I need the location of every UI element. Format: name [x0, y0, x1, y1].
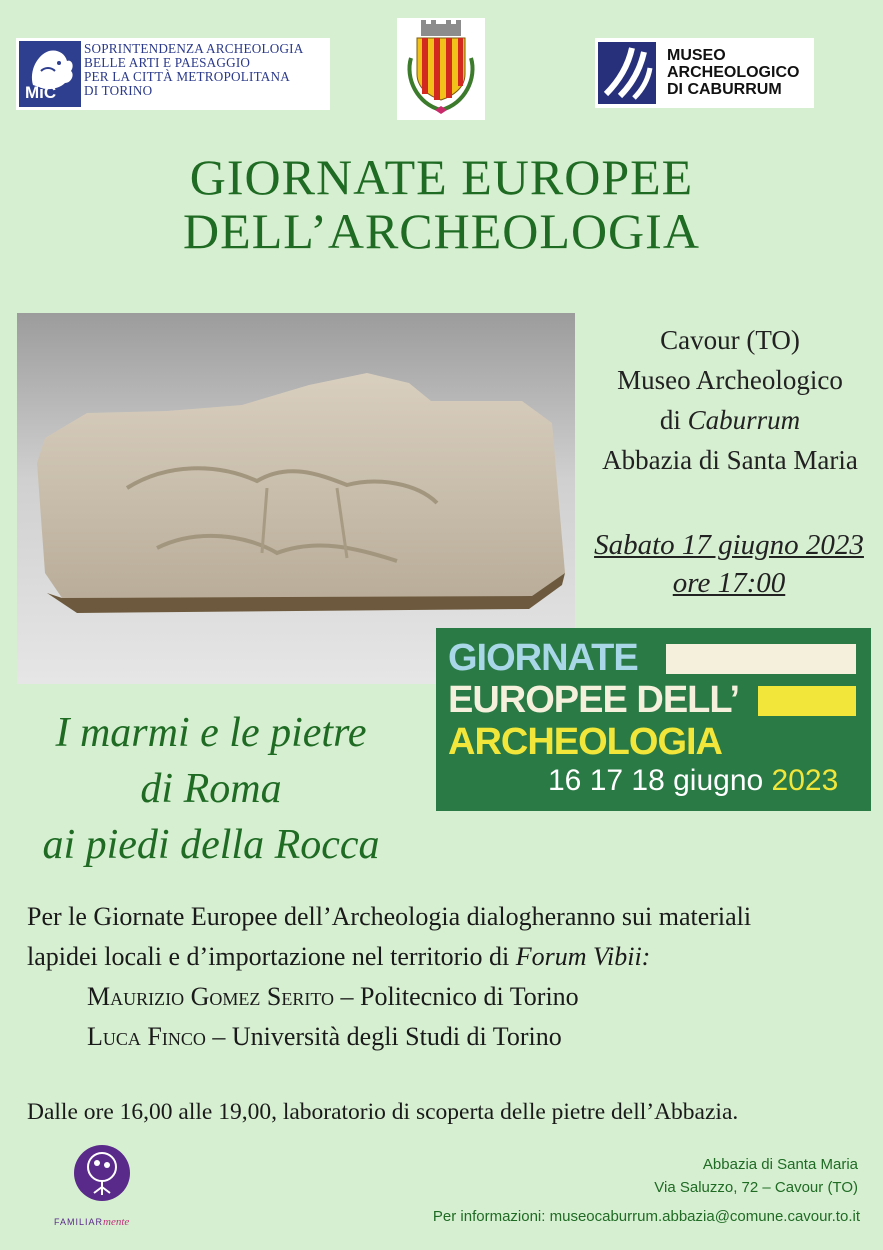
comune-logo	[397, 18, 485, 120]
gea-pictogram-block	[666, 644, 856, 674]
sabap-line: DI TORINO	[84, 83, 153, 98]
speaker-name: Maurizio Gomez Serito	[87, 982, 334, 1011]
gea-year: 2023	[771, 764, 839, 797]
tree-icon	[74, 1145, 130, 1201]
forum-vibii: Forum Vibii:	[515, 942, 651, 971]
museo-emblem-icon	[598, 42, 656, 104]
speaker	[27, 1017, 877, 1057]
gea-pictogram-block	[758, 686, 856, 716]
gea-row-1: GIORNATE	[448, 637, 638, 679]
sabap-name	[84, 42, 304, 98]
description-line-2	[27, 937, 877, 977]
page-title	[0, 150, 883, 258]
museo-line: DI CABURRUM	[667, 81, 782, 98]
venue-museum: Museo Archeologico	[617, 365, 843, 395]
speaker-affiliation: – Università degli Studi di Torino	[212, 1022, 562, 1051]
familiarmente-logo	[52, 1143, 152, 1233]
venue-abbey: Abbazia di Santa Maria	[602, 445, 858, 475]
museo-logo	[595, 38, 814, 108]
gea-days: 16 17 18 giugno	[548, 764, 764, 797]
venue-museum-name	[582, 400, 878, 440]
museo-line: MUSEO	[667, 47, 726, 64]
venue-block	[582, 320, 878, 480]
venue-di: di	[659, 405, 688, 435]
event-time: ore 17:00	[672, 567, 786, 599]
title-line-1: GIORNATE EUROPEE	[189, 149, 694, 205]
address-line-2: Via Saluzzo, 72 – Cavour (TO)	[654, 1179, 858, 1196]
mic-mark: MiC	[25, 83, 57, 102]
description-text: lapidei locali e d’importazione nel territorio di	[27, 942, 516, 971]
mente-word: mente	[103, 1216, 130, 1228]
museo-line: ARCHEOLOGICO	[667, 64, 800, 81]
talk-title	[0, 705, 422, 873]
sabap-line: BELLE ARTI E PAESAGGIO	[84, 55, 251, 70]
sabap-logo	[16, 38, 330, 110]
address	[654, 1153, 858, 1199]
gea-event-banner	[436, 628, 871, 811]
sabap-emblem-icon	[19, 41, 81, 107]
contact-info[interactable]: Per informazioni: museocaburrum.abbazia@comune.cavour.to.it	[432, 1208, 860, 1225]
venue-caburrum: Caburrum	[687, 405, 801, 435]
familiarmente-wordmark	[54, 1216, 129, 1228]
workshop-note: Dalle ore 16,00 alle 19,00, laboratorio di scoperta delle pietre dell’Abbazia.	[27, 1099, 739, 1125]
description	[27, 897, 877, 1057]
talk-title-line-2: di Roma	[140, 766, 282, 812]
talk-title-line-3: ai piedi della Rocca	[42, 822, 380, 868]
speaker	[27, 977, 877, 1017]
sabap-line: SOPRINTENDENZA ARCHEOLOGIA	[84, 41, 304, 56]
title-line-2: DELL’ARCHEOLOGIA	[183, 203, 700, 259]
event-day: Sabato 17 giugno 2023	[594, 529, 864, 561]
event-date	[580, 526, 878, 602]
museo-name	[667, 47, 799, 98]
gea-row-2: EUROPEE DELL’	[448, 679, 740, 721]
venue-city: Cavour (TO)	[660, 325, 800, 355]
familiar-word: FAMILIAR	[54, 1217, 104, 1227]
gea-row-3: ARCHEOLOGIA	[448, 721, 722, 763]
coat-of-arms-icon	[397, 18, 485, 120]
speaker-affiliation: – Politecnico di Torino	[340, 982, 579, 1011]
sabap-line: PER LA CITTÀ METROPOLITANA	[84, 69, 290, 84]
speaker-name: Luca Finco	[87, 1022, 206, 1051]
gea-dates	[548, 764, 838, 798]
description-line-1: Per le Giornate Europee dell’Archeologia dialogheranno sui materiali	[27, 902, 752, 931]
address-line-1: Abbazia di Santa Maria	[702, 1156, 858, 1173]
talk-title-line-1: I marmi e le pietre	[55, 710, 367, 756]
